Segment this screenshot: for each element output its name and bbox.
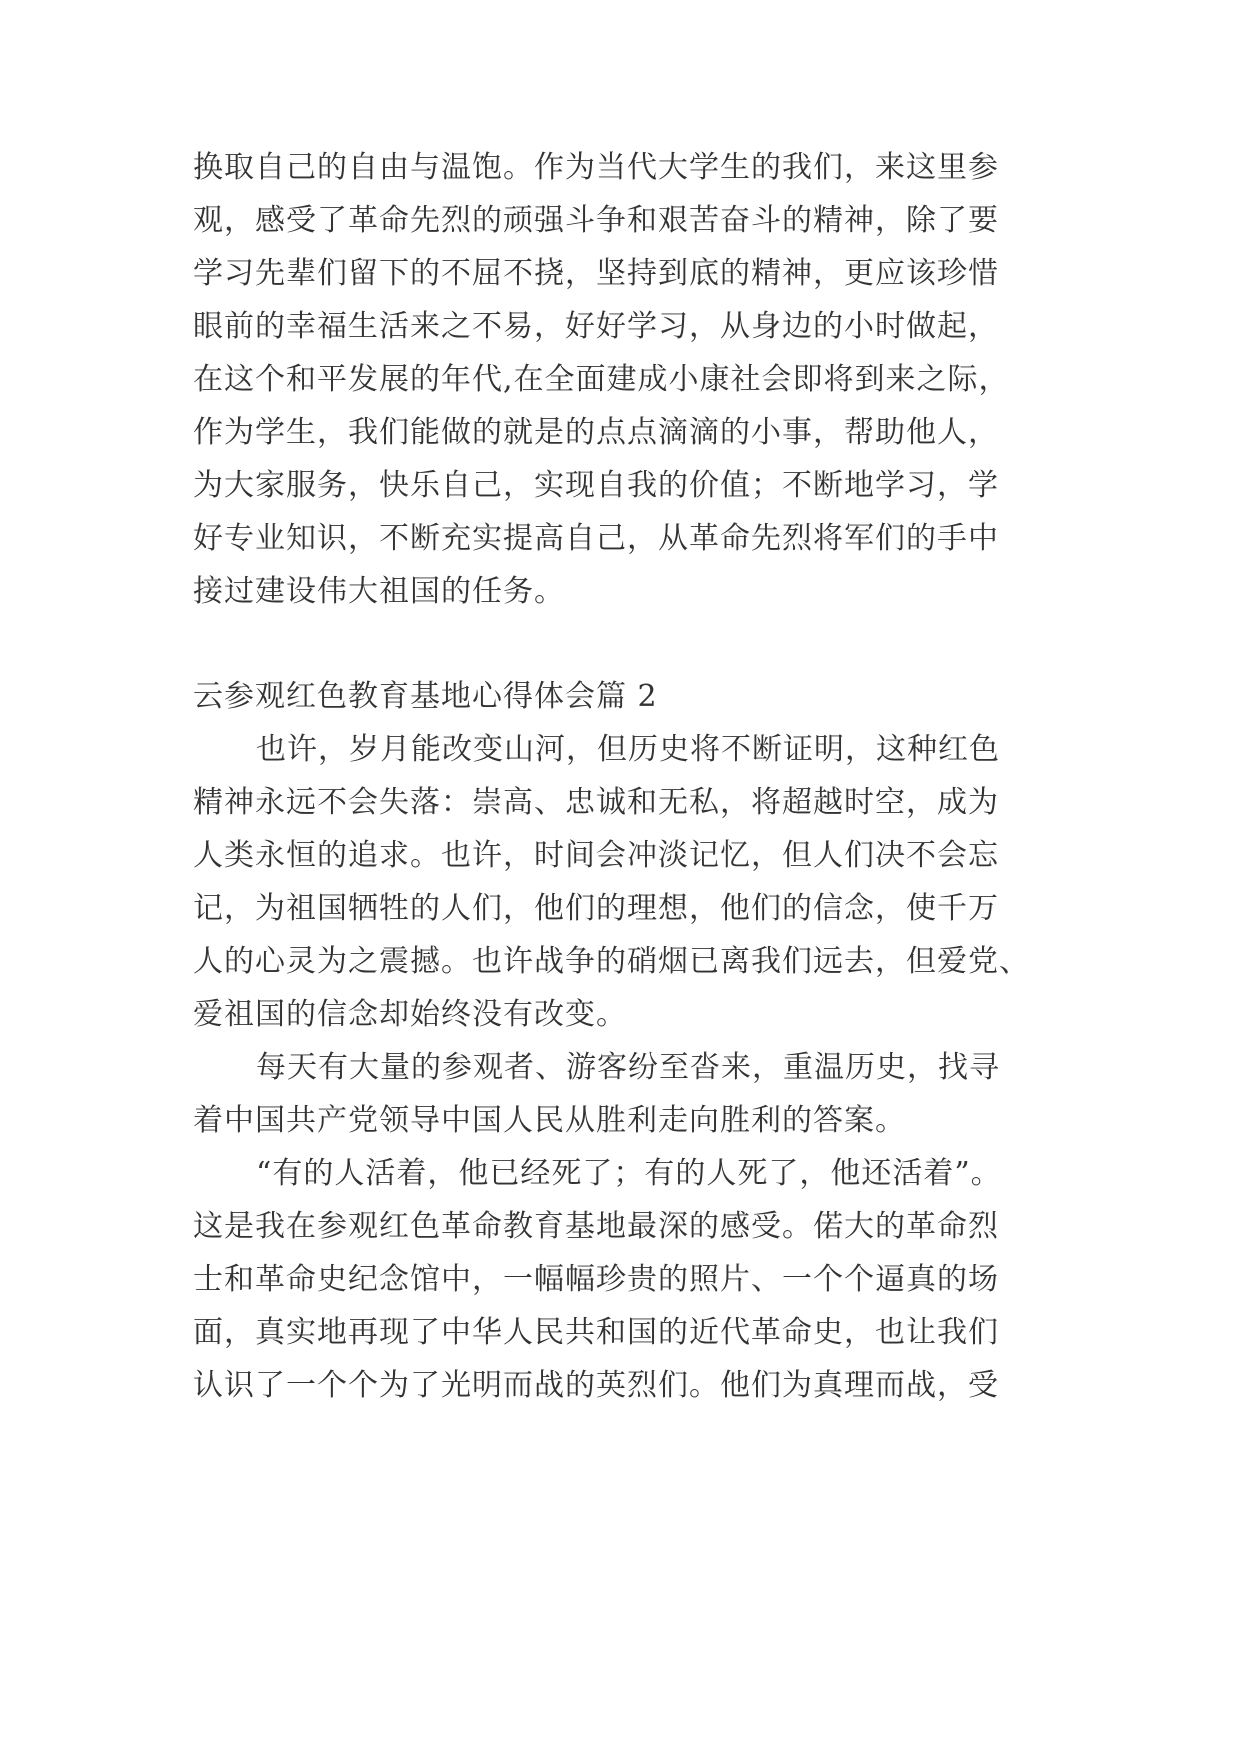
text-line: 也许，岁月能改变山河，但历史将不断证明，这种红色 bbox=[256, 732, 1000, 767]
text-line: 学习先辈们留下的不屈不挠，坚持到底的精神，更应该珍惜 bbox=[193, 256, 999, 291]
text-line: 每天有大量的参观者、游客纷至沓来，重温历史，找寻 bbox=[256, 1050, 1000, 1085]
text-line: 这是我在参观红色革命教育基地最深的感受。偌大的革命烈 bbox=[193, 1209, 999, 1244]
text-line: 观，感受了革命先烈的顽强斗争和艰苦奋斗的精神，除了要 bbox=[193, 203, 999, 238]
text-line: 好专业知识，不断充实提高自己，从革命先烈将军们的手中 bbox=[193, 521, 999, 556]
text-line: 着中国共产党领导中国人民从胜利走向胜利的答案。 bbox=[193, 1103, 906, 1138]
text-line: 接过建设伟大祖国的任务。 bbox=[193, 574, 565, 609]
section-heading: 云参观红色教育基地心得体会篇 2 bbox=[193, 679, 658, 714]
text-line: 面，真实地再现了中华人民共和国的近代革命史，也让我们 bbox=[193, 1315, 999, 1350]
text-line: 士和革命史纪念馆中，一幅幅珍贵的照片、一个个逼真的场 bbox=[193, 1262, 999, 1297]
text-line: 眼前的幸福生活来之不易，好好学习，从身边的小时做起， bbox=[193, 309, 999, 344]
text-line: 换取自己的自由与温饱。作为当代大学生的我们，来这里参 bbox=[193, 150, 999, 185]
text-line: 记，为祖国牺牲的人们，他们的理想，他们的信念，使千万 bbox=[193, 891, 999, 926]
text-line: 为大家服务，快乐自己，实现自我的价值；不断地学习，学 bbox=[193, 468, 999, 503]
text-line: 认识了一个个为了光明而战的英烈们。他们为真理而战，受 bbox=[193, 1368, 999, 1403]
text-line: 人类永恒的追求。也许，时间会冲淡记忆，但人们决不会忘 bbox=[193, 838, 999, 873]
text-line: 精神永远不会失落：崇高、忠诚和无私，将超越时空，成为 bbox=[193, 785, 999, 820]
text-line: 在这个和平发展的年代,在全面建成小康社会即将到来之际， bbox=[193, 362, 1010, 397]
text-line: 人的心灵为之震撼。也许战争的硝烟已离我们远去，但爱党、 bbox=[193, 944, 1030, 979]
text-line: 爱祖国的信念却始终没有改变。 bbox=[193, 997, 627, 1032]
text-line: 作为学生，我们能做的就是的点点滴滴的小事，帮助他人， bbox=[193, 415, 999, 450]
text-line: “有的人活着，他已经死了；有的人死了，他还活着”。 bbox=[256, 1156, 1002, 1191]
